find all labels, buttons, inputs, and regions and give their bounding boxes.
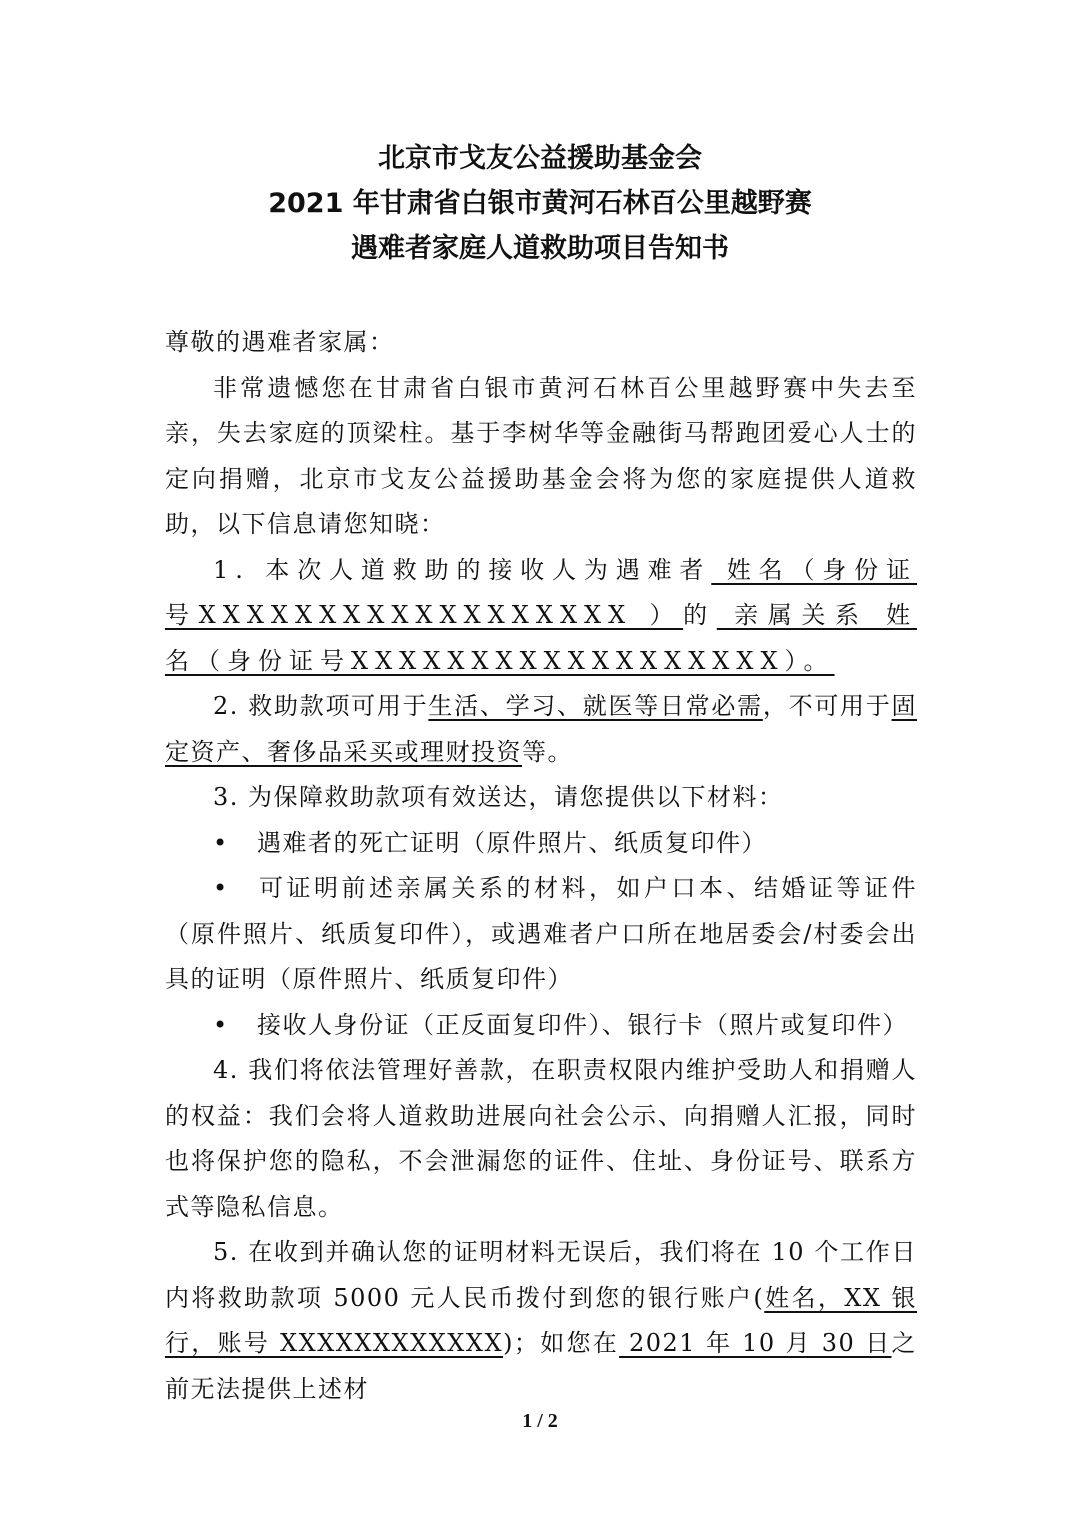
item-5-suffix: 之前无法提供上述材 [165,1329,917,1403]
item-3: 3. 为保障救助款项有效送达，请您提供以下材料： [213,783,784,811]
bullet-icon: • [213,874,229,902]
bullet-icon: • [213,828,229,857]
item-5-account-field: 姓名，XX 银行，账号 XXXXXXXXXXXX [165,1283,917,1357]
item-4: 4. 我们将依法管理好善款，在职责权限内维护受助人和捐赠人的权益：我们会将人道救助进展向社会公示、向捐赠人汇报，同时也将保护您的隐私，不会泄漏您的证件、住址、身份证号、联系方式等隐私信息。 [165,1056,917,1221]
document-body [165,320,917,1412]
document-title [0,136,1080,271]
bullet-text: 遇难者的死亡证明（原件照片、纸质复印件） [257,828,767,857]
item-5-prefix: 5. 在收到并确认您的证明材料无误后，我们将在 10 个工作日内将救助款项 5000 元人民币拨付到您的银行账户( [165,1238,917,1312]
salutation: 尊敬的遇难者家属： [165,328,395,356]
item-2-prefix: 2. 救助款项可用于 [213,692,429,720]
item-1-de: 的 [683,601,717,629]
item-2 [165,684,917,775]
title-line-3: 遇难者家庭人道救助项目告知书 [351,233,729,264]
bullet-text: 接收人身份证（正反面复印件）、银行卡（照片或复印件） [257,1010,908,1039]
intro-paragraph: 非常遗憾您在甘肃省白银市黄河石林百公里越野赛中失去至亲，失去家庭的顶梁柱。基于李树华等金融街马帮跑团爱心人士的定向捐赠，北京市戈友公益援助基金会将为您的家庭提供人道救助，以下信息请您知晓： [165,373,917,538]
item-5-deadline-field: 2021 年 10 月 30 日 [619,1329,892,1357]
bullet-icon: • [213,1010,229,1039]
item-2-forbidden-uses: 固定资产、奢侈品采买或理财投资 [165,692,918,766]
item-2-middle: ，不可用于 [762,692,892,720]
title-line-2: 2021 年甘肃省白银市黄河石林百公里越野赛 [268,188,812,219]
item-2-suffix: 等。 [522,737,573,766]
title-line-1: 北京市戈友公益援助基金会 [378,143,702,174]
item-5 [165,1230,917,1412]
bullet-text: 可证明前述亲属关系的材料，如户口本、结婚证等证件（原件照片、纸质复印件），或遇难者户口所在地居委会/村委会出具的证明（原件照片、纸质复印件） [165,874,917,993]
item-2-allowed-uses: 生活、学习、就医等日常必需 [428,692,763,720]
bullet-item [165,821,917,867]
item-1-victim-field: 姓名（身份证号XXXXXXXXXXXXXXXXXX ） [165,555,917,629]
item-1-relative-field: 亲属关系 姓名（身份证号XXXXXXXXXXXXXXXXXX）。 [165,601,917,675]
item-1-prefix: 1. 本次人道救助的接收人为遇难者 [213,555,712,584]
item-5-middle: )；如您在 [503,1329,620,1357]
page-number: 1 / 2 [522,1410,558,1432]
bullet-item [165,1003,917,1049]
item-1 [165,548,917,685]
bullet-item [165,866,917,1003]
